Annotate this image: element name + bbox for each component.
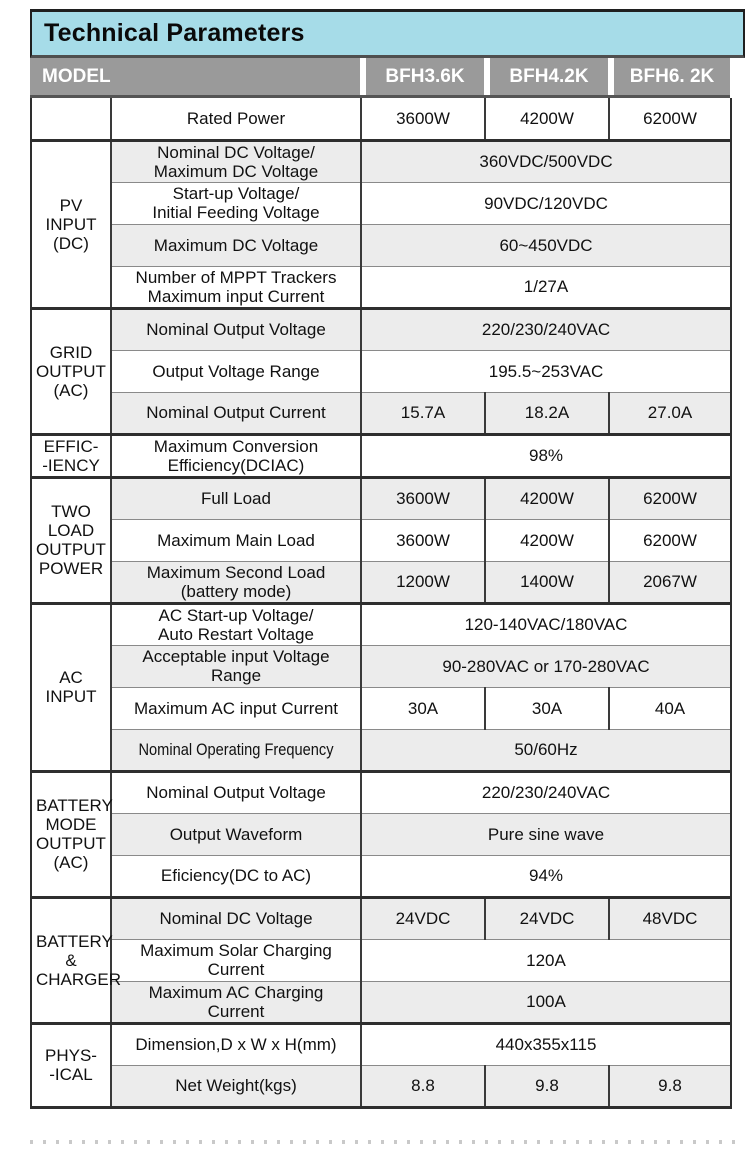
section-label: GRID OUTPUT (AC) — [31, 308, 111, 434]
parameter-label: Eficiency(DC to AC) — [111, 855, 361, 897]
value-cell-span: 90-280VAC or 170-280VAC — [361, 645, 731, 687]
value-cell: 3600W — [361, 519, 485, 561]
value-cell-span: 120-140VAC/180VAC — [361, 603, 731, 645]
section-label: EFFIC- -IENCY — [31, 434, 111, 477]
parameter-label: Output Voltage Range — [111, 350, 361, 392]
section-label: PV INPUT (DC) — [31, 140, 111, 308]
parameter-label: Dimension,D x W x H(mm) — [111, 1023, 361, 1065]
value-cell-span: 220/230/240VAC — [361, 771, 731, 813]
parameter-label: Nominal Output Voltage — [111, 771, 361, 813]
value-cell: 1200W — [361, 561, 485, 603]
value-cell: 9.8 — [485, 1065, 609, 1107]
value-cell: 27.0A — [609, 392, 731, 434]
parameter-label: Maximum Conversion Efficiency(DCIAC) — [111, 434, 361, 477]
value-cell-span: 94% — [361, 855, 731, 897]
value-cell: 4200W — [485, 519, 609, 561]
value-cell: 8.8 — [361, 1065, 485, 1107]
parameter-label: AC Start-up Voltage/ Auto Restart Voltage — [111, 603, 361, 645]
value-cell-span: 120A — [361, 939, 731, 981]
value-cell: 6200W — [609, 519, 731, 561]
value-cell: 2067W — [609, 561, 731, 603]
value-cell-span: 360VDC/500VDC — [361, 140, 731, 182]
value-cell: 15.7A — [361, 392, 485, 434]
section-label: TWO LOAD OUTPUT POWER — [31, 477, 111, 603]
parameter-label: Full Load — [111, 477, 361, 519]
parameter-label: Acceptable input Voltage Range — [111, 645, 361, 687]
parameter-label: Maximum Second Load (battery mode) — [111, 561, 361, 603]
parameter-label: Net Weight(kgs) — [111, 1065, 361, 1107]
model-column-header: BFH6. 2K — [608, 58, 730, 95]
value-cell: 24VDC — [361, 897, 485, 939]
value-cell-span: 100A — [361, 981, 731, 1023]
value-cell-span: 90VDC/120VDC — [361, 182, 731, 224]
parameter-label: Nominal Output Current — [111, 392, 361, 434]
section-label: BATTERY MODE OUTPUT (AC) — [31, 771, 111, 897]
section-label — [31, 98, 111, 140]
parameter-label: Nominal DC Voltage/ Maximum DC Voltage — [111, 140, 361, 182]
parameter-label: Maximum DC Voltage — [111, 224, 361, 266]
value-cell: 24VDC — [485, 897, 609, 939]
parameter-label: Maximum AC input Current — [111, 687, 361, 729]
value-cell: 18.2A — [485, 392, 609, 434]
parameter-label: Nominal DC Voltage — [111, 897, 361, 939]
model-column-header: BFH4.2K — [484, 58, 608, 95]
dotted-divider — [30, 1140, 745, 1144]
parameter-label: Start-up Voltage/ Initial Feeding Voltage — [111, 182, 361, 224]
value-cell-span: 1/27A — [361, 266, 731, 308]
value-cell-span: 440x355x115 — [361, 1023, 731, 1065]
spec-table-body — [31, 98, 731, 1107]
value-cell-span: 60~450VDC — [361, 224, 731, 266]
section-label: AC INPUT — [31, 603, 111, 771]
value-cell: 30A — [485, 687, 609, 729]
model-header-label: MODEL — [42, 65, 111, 87]
parameter-label: Number of MPPT Trackers Maximum input Current — [111, 266, 361, 308]
value-cell: 9.8 — [609, 1065, 731, 1107]
parameter-label: Nominal Output Voltage — [111, 308, 361, 350]
page-title: Technical Parameters — [44, 19, 305, 47]
value-cell-span: Pure sine wave — [361, 813, 731, 855]
value-cell-span: 98% — [361, 434, 731, 477]
value-cell-span: 220/230/240VAC — [361, 308, 731, 350]
value-cell: 1400W — [485, 561, 609, 603]
parameter-label: Maximum AC Charging Current — [111, 981, 361, 1023]
value-cell: 3600W — [361, 477, 485, 519]
parameter-label: Output Waveform — [111, 813, 361, 855]
spec-table — [30, 98, 732, 1109]
title-bar — [30, 9, 745, 58]
value-cell: 48VDC — [609, 897, 731, 939]
section-label: BATTERY & CHARGER — [31, 897, 111, 1023]
value-cell: 40A — [609, 687, 731, 729]
model-header-row — [30, 58, 730, 98]
section-label: PHYS- -ICAL — [31, 1023, 111, 1107]
parameter-label: Maximum Main Load — [111, 519, 361, 561]
value-cell: 4200W — [485, 98, 609, 140]
value-cell-span: 50/60Hz — [361, 729, 731, 771]
parameter-label: Nominal Operating Frequency — [111, 729, 361, 771]
value-cell: 6200W — [609, 98, 731, 140]
value-cell: 6200W — [609, 477, 731, 519]
value-cell-span: 195.5~253VAC — [361, 350, 731, 392]
value-cell: 3600W — [361, 98, 485, 140]
value-cell: 4200W — [485, 477, 609, 519]
model-column-header: BFH3.6K — [360, 58, 484, 95]
value-cell: 30A — [361, 687, 485, 729]
parameter-label: Rated Power — [111, 98, 361, 140]
parameter-label: Maximum Solar Charging Current — [111, 939, 361, 981]
